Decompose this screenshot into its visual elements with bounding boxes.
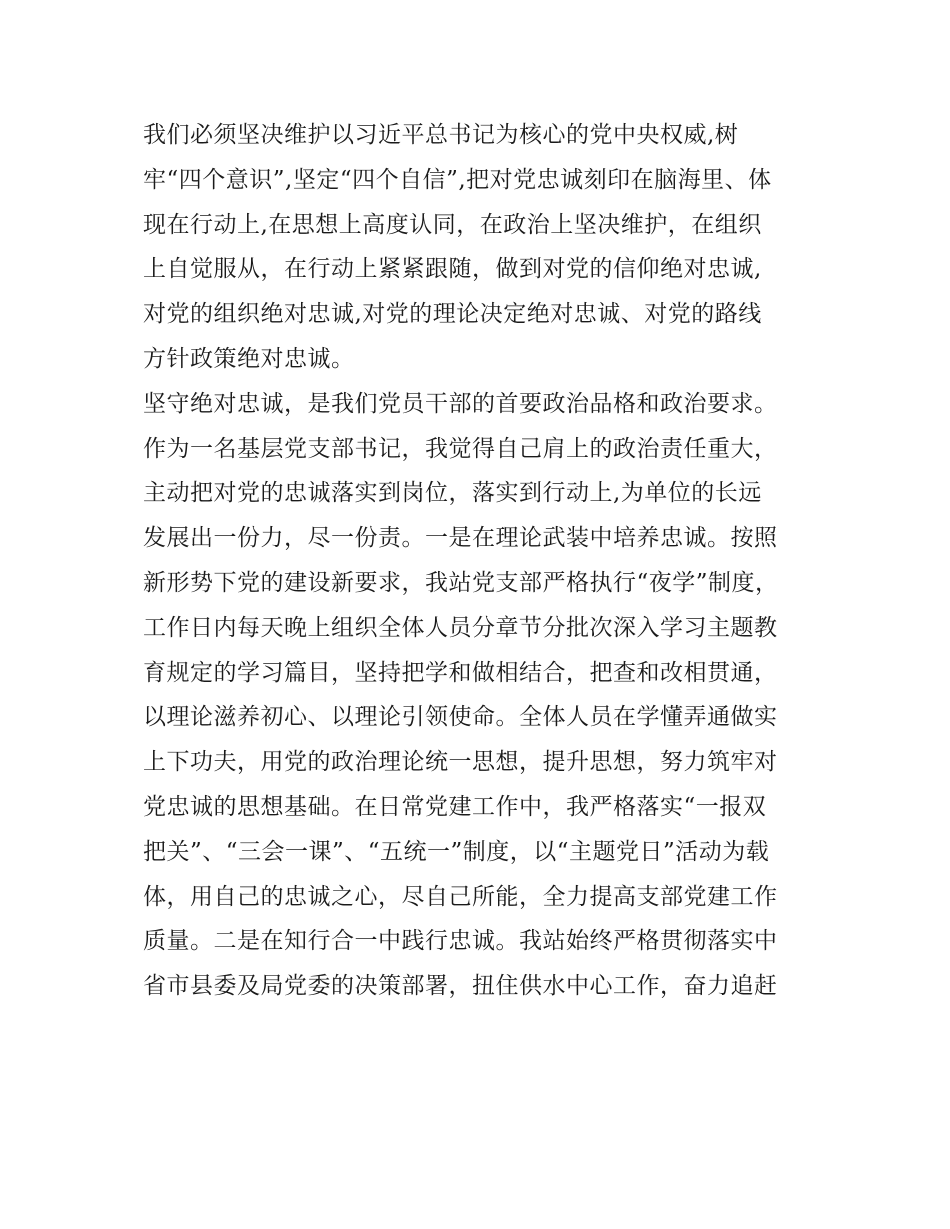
text-line-5: 对党的组织绝对忠诚,对党的理论决定绝对忠诚、对党的路线 <box>143 301 762 328</box>
text-line-4: 上自觉服从，在行动上紧紧跟随，做到对党的信仰绝对忠诚, <box>143 256 762 283</box>
text-line-13: 育规定的学习篇目，坚持把学和做相结合，把查和改相贯通， <box>143 659 778 686</box>
text-line-11: 新形势下党的建设新要求，我站党支部严格执行“夜学”制度， <box>143 569 779 596</box>
text-line-8: 作为一名基层党支部书记，我觉得自己肩上的政治责任重大， <box>143 435 778 462</box>
text-line-14: 以理论滋养初心、以理论引领使命。全体人员在学懂弄通做实 <box>143 704 778 731</box>
text-line-10: 发展出一份力，尽一份责。一是在理论武装中培养忠诚。按照 <box>143 525 778 552</box>
text-line-3: 现在行动上,在思想上高度认同，在政治上坚决维护，在组织 <box>143 211 762 238</box>
text-line-7: 坚守绝对忠诚，是我们党员干部的首要政治品格和政治要求。 <box>143 390 778 417</box>
text-line-15: 上下功夫，用党的政治理论统一思想，提升思想，努力筑牢对 <box>143 749 778 776</box>
text-line-19: 质量。二是在知行合一中践行忠诚。我站始终严格贯彻落实中 <box>143 928 778 955</box>
body-text <box>143 113 823 1009</box>
text-line-2: 牢“四个意识”,坚定“四个自信”,把对党忠诚刻印在脑海里、体 <box>143 166 772 193</box>
text-line-17: 把关”、“三会一课”、“五统一”制度，以“主题党日”活动为载 <box>143 838 770 865</box>
text-line-20: 省市县委及局党委的决策部署，扭住供水中心工作，奋力追赶 <box>143 973 778 1000</box>
text-line-16: 党忠诚的思想基础。在日常党建工作中，我严格落实“一报双 <box>143 793 767 820</box>
text-line-18: 体，用自己的忠诚之心，尽自己所能，全力提高支部党建工作 <box>143 883 778 910</box>
text-line-12: 工作日内每天晚上组织全体人员分章节分批次深入学习主题教 <box>143 614 778 641</box>
text-line-1: 我们必须坚决维护以习近平总书记为核心的党中央权威,树 <box>143 122 739 148</box>
text-line-9: 主动把对党的忠诚落实到岗位，落实到行动上,为单位的长远 <box>143 480 762 507</box>
text-line-6: 方针政策绝对忠诚。 <box>143 345 355 372</box>
